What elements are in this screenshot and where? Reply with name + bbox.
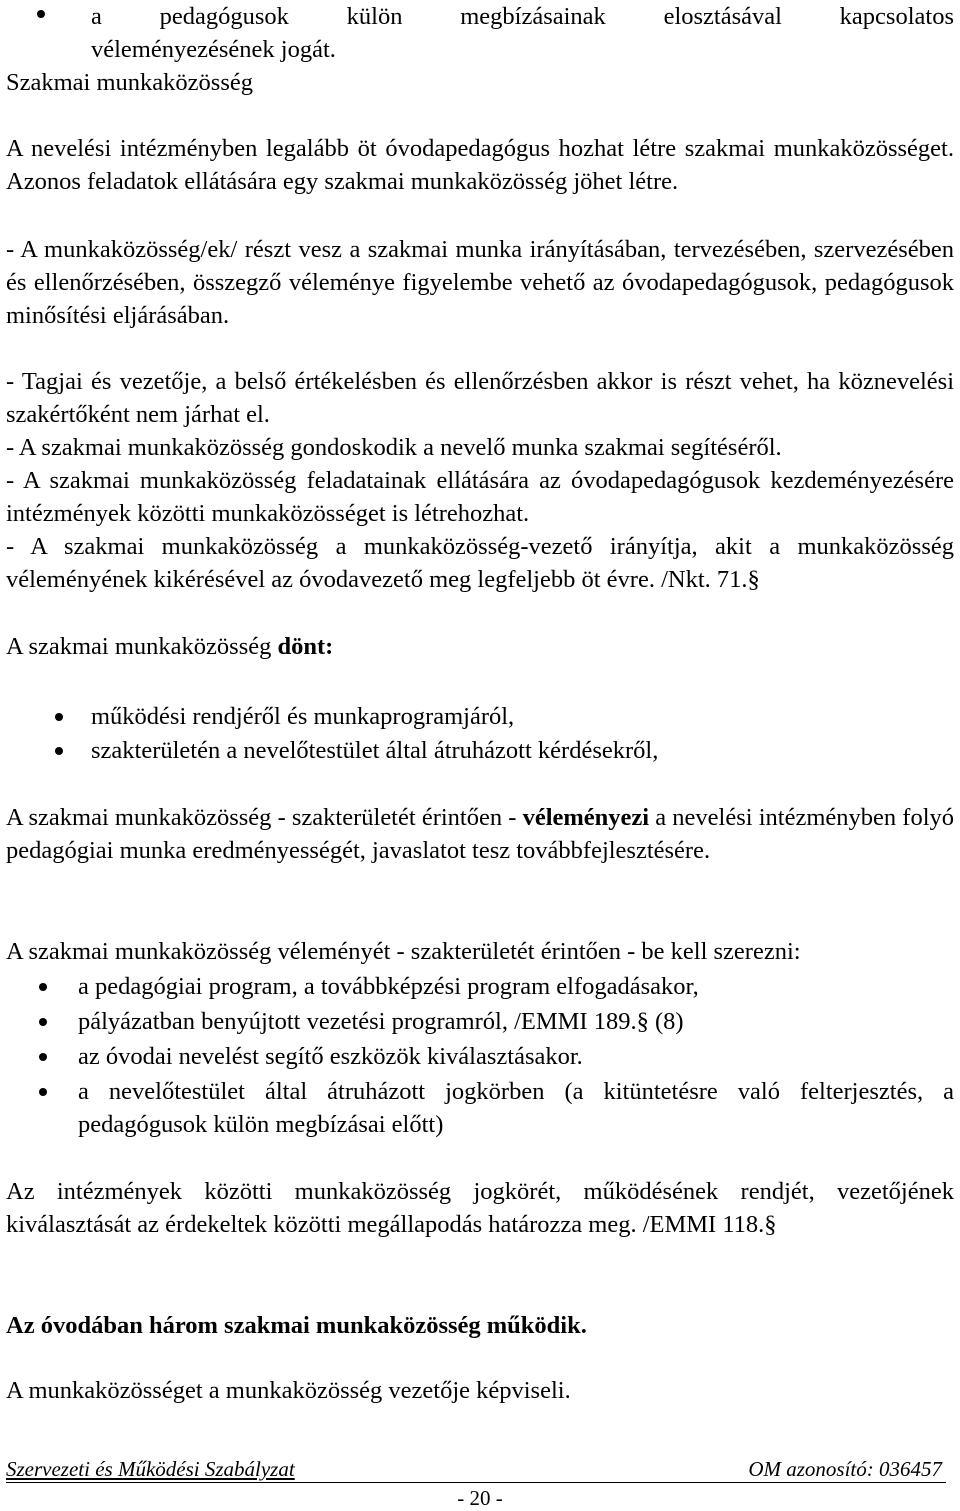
dash-item-5 (6, 530, 954, 596)
velemeny-bullet-4: a nevelőtestület által átruházott jogkörben (a kitüntetésre való felterjesztés, a pedagógusok külön megbízásai előtt) (78, 1078, 954, 1138)
dash-item-5-text: - A szakmai munkaközösség a munkaközösség-vezető irányítja, akit a munkaközösség véleményének kikérésével az óvodavezető meg legfeljebb öt évre. /Nkt. 71. (6, 533, 954, 593)
dont-bold: dönt: (277, 633, 334, 660)
dash-item-4: - A szakmai munkaközösség feladatainak ellátására az óvodapedagógusok kezdeményezésére intézmények közötti munkaközösséget is létrehozhat. (6, 467, 954, 527)
harom-heading (6, 1309, 954, 1342)
dont-bullet-1: működési rendjéről és munkaprogramjáról, (91, 703, 515, 730)
dont-bullet-2: szakterületén a nevelőtestület által átruházott kérdésekről, (91, 737, 659, 764)
velemeny-intro: A szakmai munkaközösség véleményét - szakterületét érintően - be kell szerezni: (6, 938, 801, 965)
section-sign-icon (764, 1211, 776, 1238)
section-sign-icon (637, 1008, 649, 1035)
section-sign-icon (748, 566, 760, 593)
intezmenyek-paragraph (6, 1175, 954, 1241)
page-number: - 20 - (457, 1486, 503, 1510)
velemenyezi-bold: véleményezi (522, 804, 650, 831)
harom-heading-text: Az óvodában három szakmai munkaközösség működik. (6, 1312, 587, 1339)
section-heading: Szakmai munkaközösség (6, 69, 253, 96)
bullet-dot-icon (39, 1053, 47, 1061)
bullet-dot-icon (55, 713, 63, 721)
velemeny-bullet-2-ref: (8) (654, 1008, 684, 1035)
dont-intro (6, 630, 954, 663)
bullet-dot-icon (37, 10, 45, 18)
footer-om-id: OM azonosító: 036457 (748, 1457, 942, 1481)
velemeny-bullet-3: az óvodai nevelést segítő eszközök kiválasztásakor. (78, 1043, 583, 1070)
kepviseli-line: A munkaközösséget a munkaközösség vezetője képviseli. (6, 1377, 571, 1404)
velemeny-bullet-2-text: pályázatban benyújtott vezetési programról, /EMMI 189. (78, 1008, 637, 1035)
velemeny-bullet-1: a pedagógiai program, a továbbképzési program elfogadásakor, (78, 973, 699, 1000)
top-bullet-line2: véleményezésének jogát. (91, 36, 336, 63)
footer-divider (6, 1482, 946, 1483)
bullet-dot-icon (39, 1088, 47, 1096)
intro-paragraph: A nevelési intézményben legalább öt óvodapedagógus hozhat létre szakmai munkaközösséget. Azonos feladatok ellátására egy szakmai munkaközösség jöhet létre. (6, 135, 954, 195)
dont-intro-text: A szakmai munkaközösség (6, 633, 278, 660)
top-bullet-line1: a pedagógusok külön megbízásainak elosztásával kapcsolatos (91, 3, 954, 30)
velemenyezi-after: a nevelési intézményben folyó pedagógiai munka eredményességét, javaslatot tesz továbbfejlesztésére. (6, 804, 955, 864)
dash-item-1: - A munkaközösség/ek/ részt vesz a szakmai munka irányításában, tervezésében, szervezésében és ellenőrzésében, összegző véleménye figyelembe vehető az óvodapedagógusok, pedagógusok minősítési eljárásában. (6, 236, 954, 329)
velemeny-bullet-2 (78, 1005, 684, 1038)
velemenyezi-before: A szakmai munkaközösség - szakterületét érintően - (6, 804, 523, 831)
intezmenyek-text: Az intézmények közötti munkaközösség jogkörét, működésének rendjét, vezetőjének kiválasztását az érdekeltek közötti megállapodás határozza meg. /EMMI 118. (6, 1178, 954, 1238)
bullet-dot-icon (39, 1018, 47, 1026)
bullet-dot-icon (39, 983, 47, 991)
dash-item-2: - Tagjai és vezetője, a belső értékelésben és ellenőrzésben akkor is részt vehet, ha köznevelési szakértőként nem járhat el. (6, 368, 954, 428)
dash-item-3: - A szakmai munkaközösség gondoskodik a nevelő munka szakmai segítéséről. (6, 434, 782, 461)
velemenyezi-paragraph (6, 801, 954, 867)
footer-title: Szervezeti és Működési Szabályzat (6, 1457, 295, 1481)
bullet-dot-icon (55, 747, 63, 755)
